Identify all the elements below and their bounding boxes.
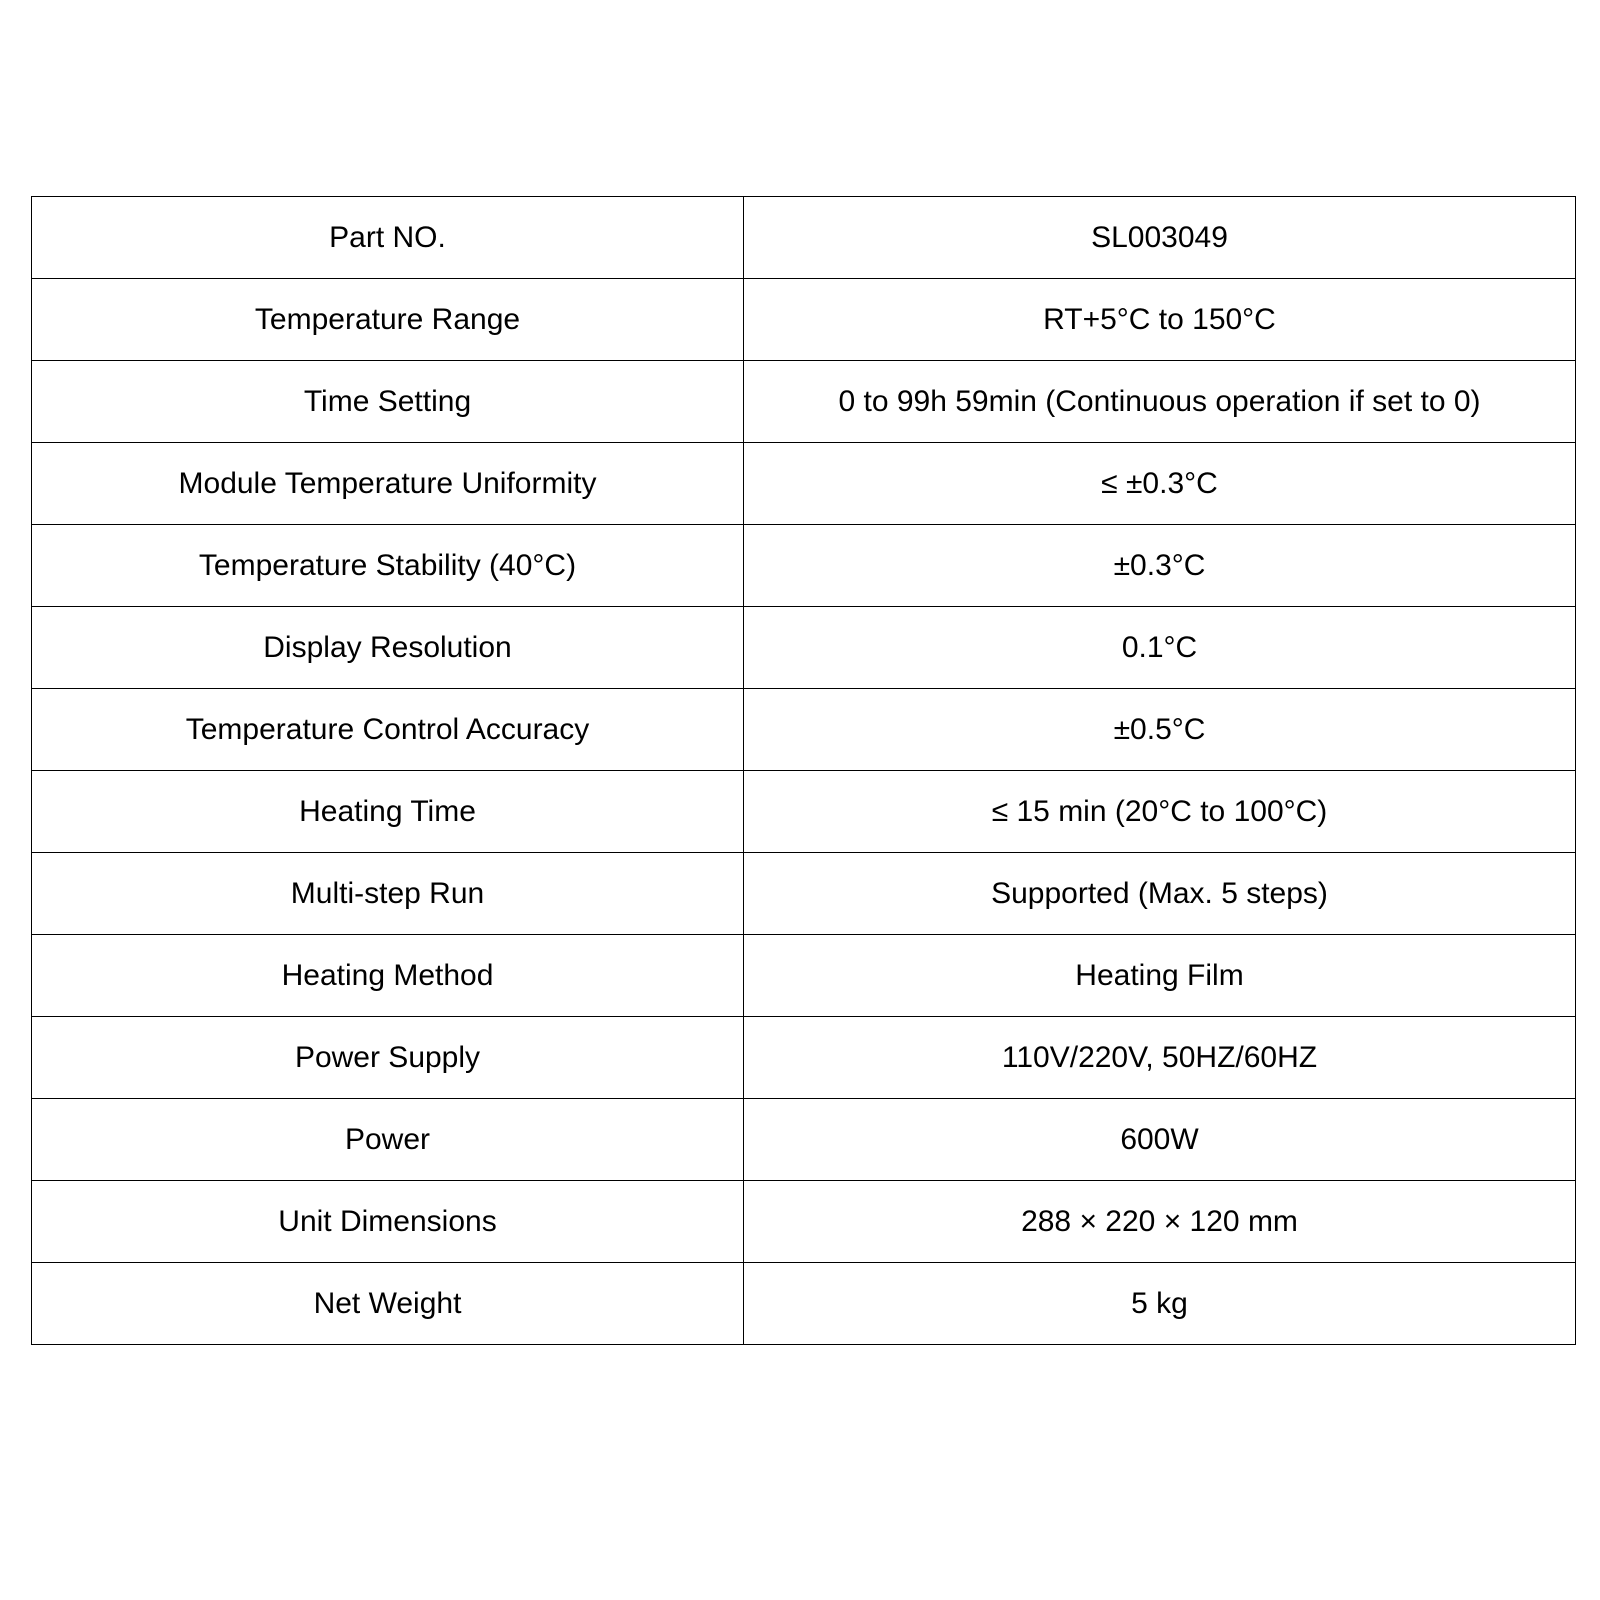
specification-table-body [32,197,1576,1345]
spec-label: Time Setting [32,361,744,443]
table-row [32,607,1576,689]
spec-label: Heating Method [32,935,744,1017]
table-row [32,197,1576,279]
spec-value: ±0.5°C [744,689,1576,771]
spec-value: SL003049 [744,197,1576,279]
spec-value: ≤ ±0.3°C [744,443,1576,525]
table-row [32,1099,1576,1181]
table-row [32,361,1576,443]
table-row [32,525,1576,607]
spec-label: Heating Time [32,771,744,853]
table-row [32,853,1576,935]
table-row [32,771,1576,853]
spec-value: 110V/220V, 50HZ/60HZ [744,1017,1576,1099]
spec-value: RT+5°C to 150°C [744,279,1576,361]
table-row [32,443,1576,525]
table-row [32,1263,1576,1345]
spec-value: ≤ 15 min (20°C to 100°C) [744,771,1576,853]
spec-label: Multi-step Run [32,853,744,935]
spec-value: 0.1°C [744,607,1576,689]
spec-label: Module Temperature Uniformity [32,443,744,525]
spec-value: 0 to 99h 59min (Continuous operation if set to 0) [744,361,1576,443]
table-row [32,1017,1576,1099]
spec-value: 600W [744,1099,1576,1181]
spec-label: Unit Dimensions [32,1181,744,1263]
specification-table [31,196,1576,1345]
spec-label: Temperature Range [32,279,744,361]
spec-value: 5 kg [744,1263,1576,1345]
spec-label: Temperature Control Accuracy [32,689,744,771]
spec-value: Supported (Max. 5 steps) [744,853,1576,935]
spec-label: Power Supply [32,1017,744,1099]
table-row [32,1181,1576,1263]
table-row [32,935,1576,1017]
spec-label: Temperature Stability (40°C) [32,525,744,607]
spec-label: Display Resolution [32,607,744,689]
table-row [32,689,1576,771]
spec-label: Power [32,1099,744,1181]
table-row [32,279,1576,361]
spec-value: 288 × 220 × 120 mm [744,1181,1576,1263]
spec-label: Net Weight [32,1263,744,1345]
spec-value: Heating Film [744,935,1576,1017]
spec-label: Part NO. [32,197,744,279]
spec-value: ±0.3°C [744,525,1576,607]
